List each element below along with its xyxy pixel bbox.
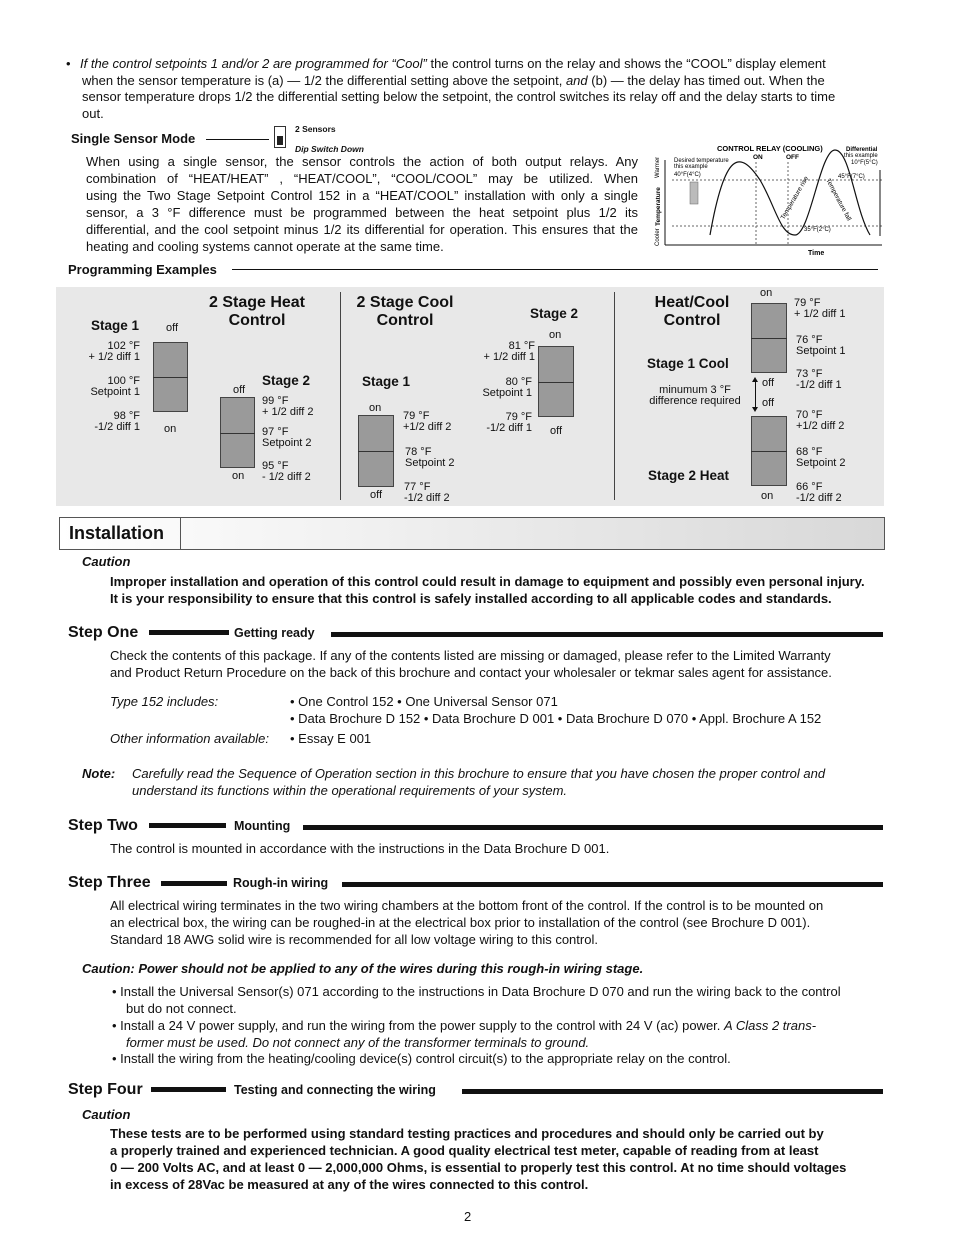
- single-sensor-heading: Single Sensor Mode: [71, 131, 196, 146]
- graph-cooler: Cooler: [655, 228, 661, 246]
- other-value: • Essay E 001: [290, 731, 372, 746]
- cool-s2-off: off: [550, 425, 563, 437]
- graph-lower: 35°F(2°C): [804, 227, 831, 233]
- hc-cool-mid-line: [751, 338, 787, 339]
- cool-s2-mid-line: [538, 382, 574, 383]
- step-four-c4: in excess of 28Vac be measured at any of the wires connected to this control.: [110, 1177, 589, 1192]
- step-two-sub: Mounting: [234, 819, 291, 833]
- cool-s2-on: on: [549, 329, 562, 341]
- intro-line-3: sensor temperature drops 1/2 the differential setting below the setpoint, the control switches its relay off and the delay starts to time: [82, 89, 836, 104]
- heatcool-stage-1: Stage 1 Cool: [647, 356, 729, 371]
- step-four-rule-right: [462, 1089, 883, 1094]
- step-three-bullet-2a: [112, 1017, 816, 1034]
- intro-line-2: [82, 72, 825, 89]
- hc-h-mid-v: 68 °F: [796, 446, 823, 458]
- heatcool-min-1: minumum 3 °F: [659, 384, 731, 396]
- hc-c-mid-v: 76 °F: [796, 334, 823, 346]
- cool-s2-top-v: 81 °F: [508, 340, 535, 352]
- step-two-title: Step Two: [68, 817, 138, 834]
- step-three-bullet-2a-italic: A Class 2 trans-: [724, 1018, 817, 1033]
- step-four-c3: 0 — 200 Volts AC, and at least 0 — 2,000,000 Ohms, is essential to properly test this control. At no time should voltages: [110, 1160, 847, 1175]
- cool-s1-mid-l: Setpoint 2: [405, 457, 455, 469]
- heat-s2-mid-line: [220, 433, 255, 434]
- step-two-rule-left: [149, 823, 226, 828]
- step-one-sub: Getting ready: [234, 626, 315, 640]
- cool-s2-top-l: + 1/2 diff 1: [483, 351, 535, 363]
- cool-title-1: 2 Stage Cool: [356, 294, 454, 311]
- intro-line-4: out.: [82, 106, 104, 121]
- installation-caution-1: Improper installation and operation of this control could result in damage to equipment and possibly even personal injury.: [110, 574, 865, 589]
- panel-divider-1: [340, 292, 341, 500]
- step-four-c2: a properly trained and experienced technician. A good quality electrical test meter, capable of reading from at least: [110, 1143, 819, 1158]
- intro-and: and: [565, 73, 588, 88]
- step-four-caution-label: Caution: [82, 1107, 131, 1122]
- ss-line: combination of “HEAT/HEAT” , “HEAT/COOL”, “COOL/COOL” may be utilized. When: [86, 171, 638, 186]
- heat-s2-top-v: 99 °F: [262, 395, 289, 407]
- cool-s2-mid-v: 80 °F: [505, 376, 532, 388]
- heat-title-2: Control: [228, 312, 286, 329]
- heat-s2-bot-l: - 1/2 diff 2: [262, 471, 311, 483]
- ss-line: differential, and the cool setpoint minus 1/2 its differential for operation. This ensures that the: [86, 222, 638, 237]
- heat-s1-bot-v: 98 °F: [113, 410, 140, 422]
- step-two-rule-right: [303, 825, 883, 830]
- hc-h-mid-l: Setpoint 2: [796, 457, 846, 469]
- cool-s2-mid-l: Setpoint 1: [482, 387, 532, 399]
- cool-s1-bot-v: 77 °F: [404, 481, 431, 493]
- step-three-caution: Caution: Power should not be applied to any of the wires during this rough-in wiring stage.: [82, 961, 644, 976]
- single-sensor-rule: [206, 139, 269, 140]
- graph-this-example: this example: [844, 153, 878, 159]
- heatcool-stage-2: Stage 2 Heat: [648, 468, 730, 483]
- hc-c-top-l: + 1/2 diff 1: [794, 308, 846, 320]
- cool-s1-top-v: 79 °F: [403, 410, 430, 422]
- graph-on: ON: [753, 154, 763, 161]
- step-four-title: Step Four: [68, 1081, 143, 1098]
- step-three-bullet-1a: • Install the Universal Sensor(s) 071 according to the instructions in Data Brochure D 070 and run the wiring back to the control: [112, 984, 841, 999]
- cool-s1-off: off: [370, 489, 383, 501]
- step-one-title: Step One: [68, 624, 139, 641]
- graph-upper: 45°F(7°C): [838, 174, 865, 180]
- step-three-bullet-3: • Install the wiring from the heating/cooling device(s) control circuit(s) to the appropriate relay on the control.: [112, 1051, 731, 1066]
- cool-title: [348, 294, 462, 330]
- graph-desired: Desired temperature: [674, 158, 729, 164]
- installation-heading: Installation: [69, 523, 165, 543]
- step-three-bullet-2a-text: • Install a 24 V power supply, and run the wiring from the power supply to the control with 24 V (ac) power.: [112, 1018, 721, 1033]
- note-line-1: Carefully read the Sequence of Operation section in this brochure to ensure that you have chosen the proper control and: [132, 766, 826, 781]
- hc-h-top-l: +1/2 diff 2: [796, 420, 845, 432]
- intro-italic-lead: If the control setpoints 1 and/or 2 are programmed for “Cool”: [80, 56, 427, 71]
- cool-s2-bot-v: 79 °F: [505, 411, 532, 423]
- step-three-p3: Standard 18 AWG solid wire is recommended for all low voltage wiring to this control.: [110, 932, 598, 947]
- graph-fall: Temperature fall: [824, 177, 853, 223]
- cool-s1-mid-line: [358, 451, 394, 452]
- heat-s1-bot-l: -1/2 diff 1: [94, 421, 140, 433]
- heatcool-min-2: difference required: [649, 395, 741, 407]
- cool-title-2: Control: [376, 312, 434, 329]
- installation-header-bar: [59, 517, 885, 550]
- graph-differential: Differential: [846, 147, 878, 153]
- heat-stage-2: Stage 2: [262, 373, 311, 388]
- page-number: 2: [464, 1209, 472, 1224]
- programming-rule: [232, 269, 878, 270]
- heat-s1-mid-line: [153, 377, 188, 378]
- intro-bullet: •: [66, 56, 71, 71]
- heat-stage-1: Stage 1: [91, 318, 140, 333]
- graph-warmer: Warmer: [655, 156, 661, 178]
- step-one-p1: Check the contents of this package. If any of the contents listed are missing or damaged, please refer to the Limited Warranty: [110, 648, 831, 663]
- cool-s2-bot-l: -1/2 diff 1: [486, 422, 532, 434]
- heat-title: [202, 294, 312, 330]
- step-four-rule-left: [151, 1087, 226, 1092]
- ss-line: When using a single sensor, the sensor controls the action of both output relays. Any: [86, 154, 638, 169]
- intro-line-1: [80, 55, 890, 72]
- heat-s1-top-v: 102 °F: [107, 340, 140, 352]
- step-three-bullet-1b: but do not connect.: [126, 1001, 237, 1016]
- step-three-p1: All electrical wiring terminates in the two wiring chambers at the bottom front of the control. If the control is to be mounted on: [110, 898, 824, 913]
- heat-s1-mid-v: 100 °F: [107, 375, 140, 387]
- hc-h-bot-l: -1/2 diff 2: [796, 492, 842, 504]
- ss-line: sensor, a 3 °F difference must be programmed between the heat setpoint plus 1/2 its: [86, 205, 638, 220]
- step-three-p2: an electrical box, the wiring can be roughed-in at the electrical box prior to installation of the control (see Brochure D 001).: [110, 915, 811, 930]
- step-one-p2: and Product Return Procedure on the back of this brochure and contact your wholesaler or tekmar sales agent for assistance.: [110, 665, 832, 680]
- step-four-sub: Testing and connecting the wiring: [234, 1083, 436, 1097]
- hc-cool-off: off: [762, 377, 775, 389]
- type-line-2: • Data Brochure D 152 • Data Brochure D 001 • Data Brochure D 070 • Appl. Brochure A 152: [290, 711, 822, 726]
- cool-s1-mid-v: 78 °F: [405, 446, 432, 458]
- other-label: Other information available:: [110, 731, 269, 746]
- dip-sub: Dip Switch Down: [295, 144, 364, 154]
- heat-s2-top-l: + 1/2 diff 2: [262, 406, 314, 418]
- dip-switch-icon: [274, 126, 286, 148]
- intro-line-2-text: when the sensor temperature is (a) — 1/2 the differential setting above the setpoint,: [82, 73, 563, 88]
- min-diff-arrow-icon: [752, 377, 759, 412]
- hc-cool-on: on: [760, 287, 773, 299]
- step-three-sub: Rough-in wiring: [233, 876, 329, 890]
- step-two-p1: The control is mounted in accordance with the instructions in the Data Brochure D 001.: [110, 841, 610, 856]
- programming-heading: Programming Examples: [68, 262, 217, 277]
- hc-heat-on: on: [761, 490, 774, 502]
- graph-time: Time: [808, 250, 825, 257]
- heat-s1-top-l: + 1/2 diff 1: [88, 351, 140, 363]
- ss-line: heating and cooling systems cannot operate at the same time.: [86, 239, 444, 254]
- cool-s1-top-l: +1/2 diff 2: [403, 421, 452, 433]
- hc-c-bot-l: -1/2 diff 1: [796, 379, 842, 391]
- hc-h-top-v: 70 °F: [796, 409, 823, 421]
- note-line-2: understand its functions within the operational requirements of your system.: [132, 783, 568, 798]
- step-one-rule-left: [149, 630, 229, 635]
- graph-rise: Temperature rise: [779, 175, 811, 221]
- ss-line: using the Two Stage Setpoint Control 152 in a “HEAT/COOL” installation with only a single: [86, 188, 638, 203]
- heat-s1-on: on: [164, 423, 177, 435]
- dip-label: 2 Sensors: [295, 124, 336, 134]
- installation-caution-label: Caution: [82, 554, 131, 569]
- heat-s2-mid-l: Setpoint 2: [262, 437, 312, 449]
- cool-s1-on: on: [369, 402, 382, 414]
- heatcool-title-1: Heat/Cool: [654, 294, 730, 311]
- step-three-bullet-2b: former must be used. Do not connect any of the transformer terminals to ground.: [126, 1035, 590, 1050]
- heat-s1-mid-l: Setpoint 1: [90, 386, 140, 398]
- heatcool-title: [642, 294, 742, 330]
- step-three-rule-left: [161, 881, 227, 886]
- heat-title-1: 2 Stage Heat: [208, 294, 306, 311]
- step-three-title: Step Three: [68, 874, 151, 891]
- graph-off: OFF: [786, 154, 799, 161]
- step-three-rule-right: [342, 882, 883, 887]
- heat-s2-off: off: [233, 384, 246, 396]
- cool-stage-2: Stage 2: [530, 306, 579, 321]
- graph-title: CONTROL RELAY (COOLING): [717, 144, 823, 153]
- graph-desired-2: this example: [674, 164, 708, 170]
- panel-divider-2: [614, 292, 615, 500]
- heatcool-title-2: Control: [663, 312, 721, 329]
- hc-c-bot-v: 73 °F: [796, 368, 823, 380]
- heat-s2-on: on: [232, 470, 245, 482]
- hc-c-mid-l: Setpoint 1: [796, 345, 846, 357]
- cool-s1-bot-l: -1/2 diff 2: [404, 492, 450, 504]
- graph-desired-3: 40°F(4°C): [674, 172, 701, 178]
- type-line-1: • One Control 152 • One Universal Sensor 071: [290, 694, 558, 709]
- intro-line-1-rest: the control turns on the relay and shows the “COOL” display element: [430, 56, 826, 71]
- heat-s2-bot-v: 95 °F: [262, 460, 289, 472]
- graph-diff-value: 10°F(5°C): [851, 160, 878, 166]
- relay-cooling-graph: [650, 140, 890, 258]
- step-four-c1: These tests are to be performed using standard testing practices and procedures and should only be carried out by: [110, 1126, 824, 1141]
- hc-h-bot-v: 66 °F: [796, 481, 823, 493]
- graph-curve: [710, 150, 870, 235]
- hc-c-top-v: 79 °F: [794, 297, 821, 309]
- note-label: Note:: [82, 766, 116, 781]
- intro-line-2-rest: (b) — the delay has timed out. When the: [591, 73, 825, 88]
- type-label: Type 152 includes:: [110, 694, 219, 709]
- cool-stage-1: Stage 1: [362, 374, 411, 389]
- graph-temperature: Temperature: [655, 187, 662, 226]
- installation-caution-2: It is your responsibility to ensure that this control is safely installed according to all applicable codes and standards.: [110, 591, 832, 606]
- hc-heat-mid-line: [751, 451, 787, 452]
- heat-s1-off: off: [166, 322, 179, 334]
- graph-arrow-icon: [690, 182, 698, 204]
- heat-s2-mid-v: 97 °F: [262, 426, 289, 438]
- hc-heat-off: off: [762, 397, 775, 409]
- step-one-rule-right: [331, 632, 883, 637]
- installation-header-tick: [180, 517, 181, 550]
- single-sensor-body: [86, 153, 638, 255]
